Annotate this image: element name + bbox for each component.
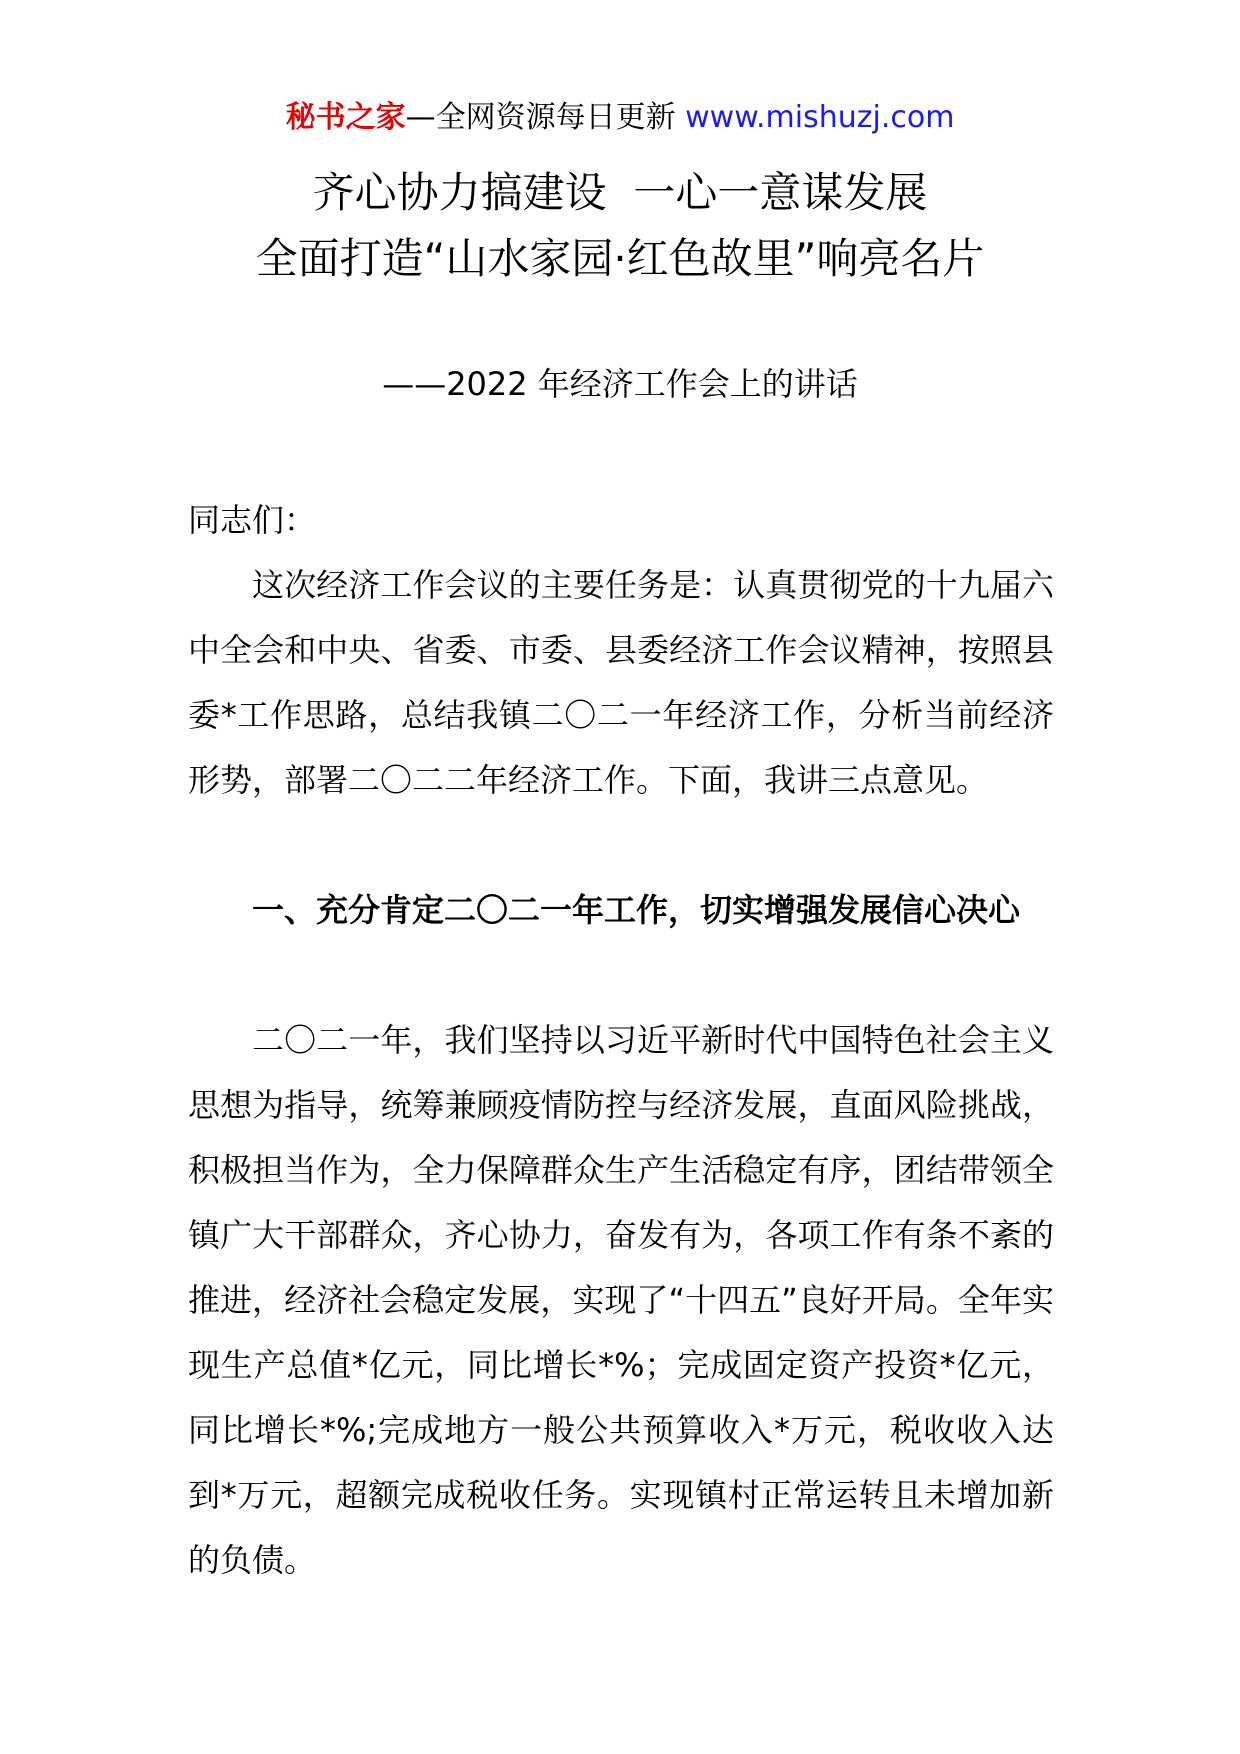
- header-banner: [0, 98, 1240, 138]
- section-1-paragraph: 二〇二一年，我们坚持以习近平新时代中国特色社会主义思想为指导，统筹兼顾疫情防控与经济发展，直面风险挑战，积极担当作为，全力保障群众生产生活稳定有序，团结带领全镇广大干部群众，齐心协力，奋发有为，各项工作有条不紊的推进，经济社会稳定发展，实现了“十四五”良好开局。全年实现生产总值*亿元，同比增长*%；完成固定资产投资*亿元，同比增长*%;完成地方一般公共预算收入*万元，税收收入达到*万元，超额完成税收任务。实现镇村正常运转且未增加新的负债。: [188, 1021, 1054, 1579]
- section-1-heading: 一、充分肯定二〇二一年工作，切实增强发展信心决心: [252, 891, 1021, 929]
- title-line-1: 齐心协力搞建设 一心一意谋发展: [312, 168, 928, 217]
- subtitle: ——2022 年经济工作会上的讲话: [382, 365, 858, 403]
- salutation: 同志们：: [188, 501, 317, 539]
- brand-name: 秘书之家: [285, 100, 406, 135]
- site-url-link[interactable]: www.mishuzj.com: [685, 100, 955, 135]
- title-line-2: 全面打造“山水家园·红色故里”响亮名片: [255, 234, 985, 283]
- header-tagline: —全网资源每日更新: [405, 100, 676, 135]
- intro-paragraph: 这次经济工作会议的主要任务是：认真贯彻党的十九届六中全会和中央、省委、市委、县委经济工作会议精神，按照县委*工作思路，总结我镇二〇二一年经济工作，分析当前经济形势，部署二〇二二年经济工作。下面，我讲三点意见。: [188, 566, 1054, 799]
